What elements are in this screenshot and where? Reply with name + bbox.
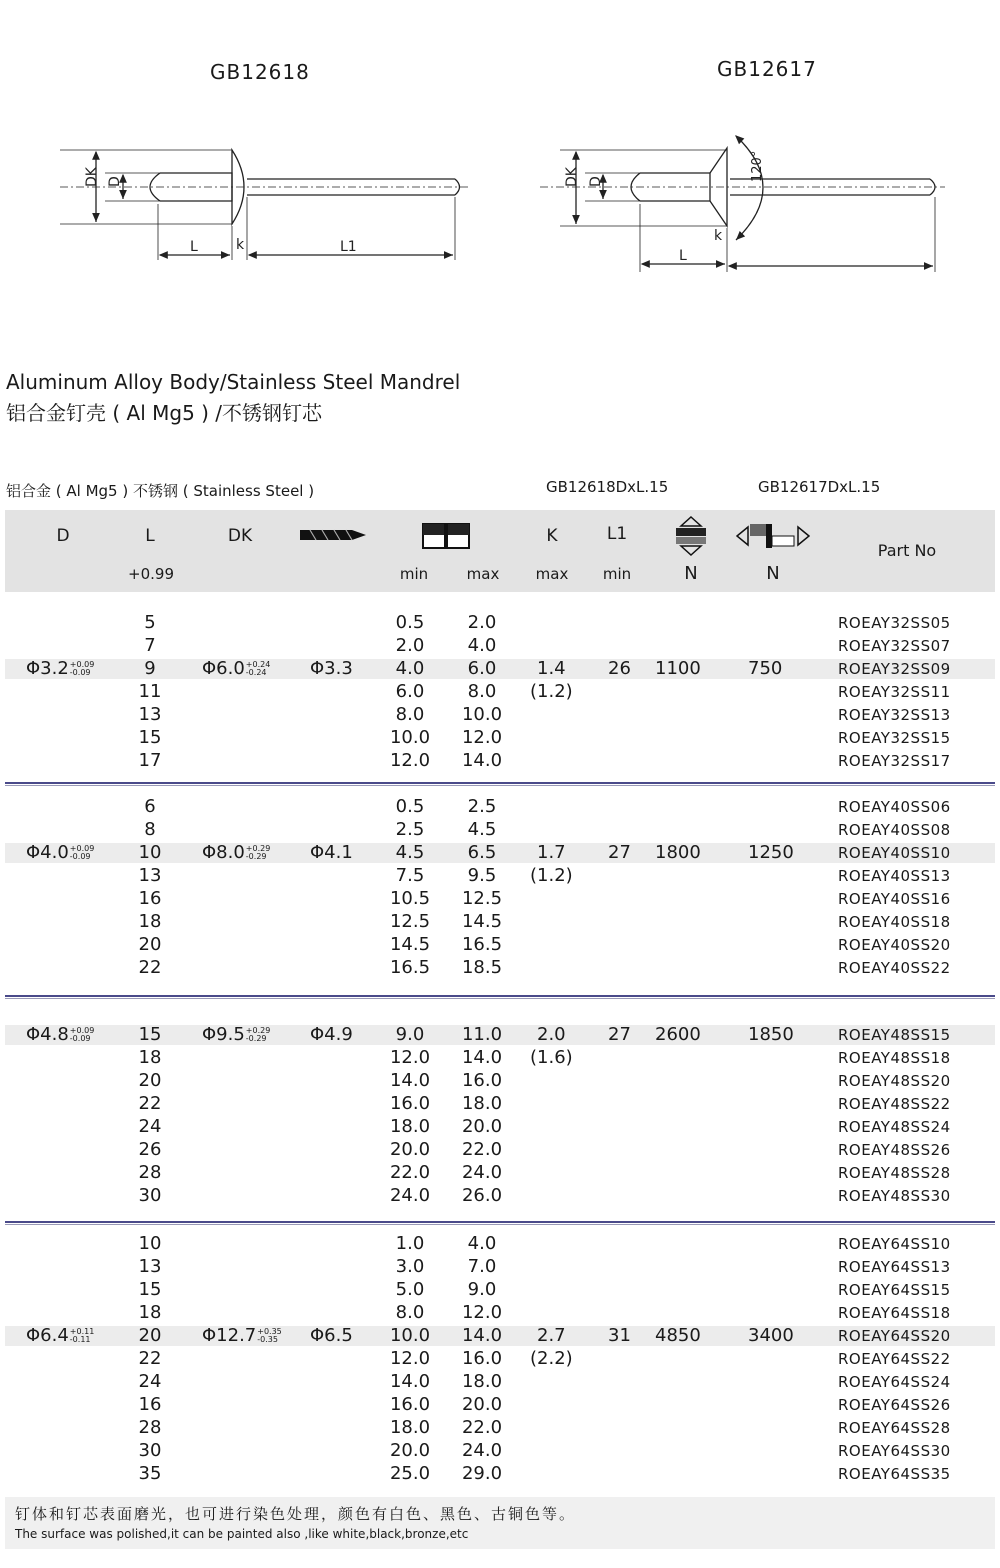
cell-part-no: ROEAY48SS18: [838, 1049, 951, 1067]
cell-grip-min: 14.0: [389, 1070, 431, 1091]
cell-l: 28: [138, 1162, 162, 1183]
cell-grip-min: 10.5: [389, 888, 431, 909]
cell-grip-min: 0.5: [395, 612, 425, 633]
cell-l: 5: [144, 612, 156, 633]
cell-part-no: ROEAY48SS24: [838, 1118, 951, 1136]
label-d-left: D: [107, 176, 123, 187]
cell-d: [26, 658, 94, 679]
cell-shear: 2600: [655, 1024, 701, 1045]
cell-grip-max: 16.0: [461, 1070, 503, 1091]
spec-gb12617: GB12617DxL.15: [758, 478, 881, 496]
cell-l: 13: [138, 1256, 162, 1277]
cell-grip-max: 16.0: [461, 1348, 503, 1369]
cell-grip-min: 16.0: [389, 1093, 431, 1114]
cell-grip-max: 29.0: [461, 1463, 503, 1484]
cell-tensile: 750: [748, 658, 783, 679]
col-l-sub: +0.99: [128, 565, 174, 583]
cell-l: 15: [138, 1024, 162, 1045]
cell-l: 16: [138, 888, 162, 909]
grip-range-icon: [422, 523, 470, 549]
cell-k: 1.7: [537, 842, 566, 863]
cell-l: 9: [144, 658, 156, 679]
cell-grip-max: 18.0: [461, 1371, 503, 1392]
cell-k-alt: (1.6): [530, 1047, 573, 1068]
cell-grip-max: 24.0: [461, 1162, 503, 1183]
cell-grip-max: 2.5: [467, 796, 497, 817]
cell-d: [26, 1325, 94, 1346]
cell-l: 20: [138, 1070, 162, 1091]
cell-grip-max: 4.0: [467, 635, 497, 656]
cell-grip-max: 22.0: [461, 1139, 503, 1160]
cell-grip-max: 14.0: [461, 750, 503, 771]
cell-l: 10: [138, 1233, 162, 1254]
cell-grip-min: 3.0: [395, 1256, 425, 1277]
label-d-right: D: [588, 176, 604, 187]
label-l1-left: L1: [340, 239, 357, 255]
cell-k-alt: (1.2): [530, 865, 573, 886]
cell-grip-min: 24.0: [389, 1185, 431, 1206]
cell-drill: Φ3.3: [310, 658, 353, 679]
cell-grip-max: 22.0: [461, 1417, 503, 1438]
cell-l: 7: [144, 635, 156, 656]
title-en: Aluminum Alloy Body/Stainless Steel Mandrel: [6, 370, 461, 394]
label-dk-right: DK: [564, 167, 580, 187]
cell-part-no: ROEAY64SS13: [838, 1258, 951, 1276]
cell-l: 11: [138, 681, 162, 702]
cell-part-no: ROEAY32SS15: [838, 729, 951, 747]
label-l-right: L: [679, 248, 687, 264]
cell-part-no: ROEAY48SS15: [838, 1026, 951, 1044]
cell-l: 35: [138, 1463, 162, 1484]
cell-grip-max: 10.0: [461, 704, 503, 725]
cell-dk-tolerance: +0.29 -0.29: [245, 1026, 271, 1043]
cell-grip-min: 12.0: [389, 1348, 431, 1369]
cell-d-tolerance: +0.11 -0.11: [69, 1327, 95, 1344]
label-k-left: k: [236, 237, 245, 253]
cell-l: 8: [144, 819, 156, 840]
cell-shear: 1100: [655, 658, 701, 679]
cell-tensile: 1850: [748, 1024, 794, 1045]
cell-shear: 4850: [655, 1325, 701, 1346]
cell-part-no: ROEAY48SS22: [838, 1095, 951, 1113]
cell-part-no: ROEAY64SS35: [838, 1465, 951, 1483]
label-angle: 120°: [750, 150, 765, 182]
cell-grip-min: 14.5: [389, 934, 431, 955]
col-l1: L1: [606, 524, 628, 544]
cell-l: 18: [138, 1047, 162, 1068]
shear-strength-icon: [674, 516, 708, 556]
cell-drill: Φ4.1: [310, 842, 353, 863]
drill-icon: [300, 528, 368, 542]
cell-grip-max: 18.5: [461, 957, 503, 978]
tensile-strength-icon: [736, 520, 810, 552]
cell-grip-min: 10.0: [389, 1325, 431, 1346]
group-separator: [5, 782, 995, 786]
cell-grip-max: 7.0: [467, 1256, 497, 1277]
cell-d-tolerance: +0.09 -0.09: [69, 844, 95, 861]
cell-grip-min: 10.0: [389, 727, 431, 748]
cell-drill: Φ6.5: [310, 1325, 353, 1346]
group-separator: [5, 1221, 995, 1225]
col-tensile: N: [766, 563, 780, 584]
cell-grip-min: 25.0: [389, 1463, 431, 1484]
cell-d-value: Φ3.2: [26, 658, 69, 679]
cell-grip-min: 12.0: [389, 750, 431, 771]
cell-part-no: ROEAY32SS13: [838, 706, 951, 724]
cell-grip-max: 6.0: [467, 658, 497, 679]
footer-en: The surface was polished,it can be painted also ,like white,black,bronze,etc: [15, 1527, 469, 1541]
cell-dk: [202, 658, 270, 679]
cell-grip-max: 12.0: [461, 1302, 503, 1323]
cell-part-no: ROEAY32SS11: [838, 683, 951, 701]
cell-grip-min: 20.0: [389, 1440, 431, 1461]
cell-part-no: ROEAY48SS30: [838, 1187, 951, 1205]
cell-l: 22: [138, 1348, 162, 1369]
cell-d-value: Φ6.4: [26, 1325, 69, 1346]
cell-l: 18: [138, 1302, 162, 1323]
cell-dk-value: Φ8.0: [202, 842, 245, 863]
cell-l: 28: [138, 1417, 162, 1438]
col-k: K: [546, 526, 558, 546]
cell-grip-min: 12.0: [389, 1047, 431, 1068]
cell-part-no: ROEAY48SS28: [838, 1164, 951, 1182]
cell-grip-max: 14.0: [461, 1325, 503, 1346]
cell-l: 15: [138, 1279, 162, 1300]
cell-dk: [202, 1024, 270, 1045]
cell-grip-min: 14.0: [389, 1371, 431, 1392]
cell-l: 22: [138, 957, 162, 978]
cell-dk-tolerance: +0.35 -0.35: [257, 1327, 282, 1344]
cell-d: [26, 1024, 94, 1045]
standard-gb12618: GB12618: [210, 60, 310, 84]
cell-grip-min: 20.0: [389, 1139, 431, 1160]
cell-grip-min: 9.0: [395, 1024, 425, 1045]
cell-part-no: ROEAY40SS18: [838, 913, 951, 931]
cell-grip-max: 9.5: [467, 865, 497, 886]
cell-grip-max: 18.0: [461, 1093, 503, 1114]
cell-k: 2.0: [537, 1024, 566, 1045]
cell-shear: 1800: [655, 842, 701, 863]
cell-part-no: ROEAY48SS26: [838, 1141, 951, 1159]
material-label: 铝合金 ( Al Mg5 ) 不锈钢 ( Stainless Steel ): [6, 482, 315, 500]
col-dk: DK: [227, 526, 253, 546]
cell-part-no: ROEAY40SS20: [838, 936, 951, 954]
cell-l: 24: [138, 1371, 162, 1392]
label-l-left: L: [190, 239, 198, 255]
cell-grip-max: 16.5: [461, 934, 503, 955]
cell-dk-tolerance: +0.24 -0.24: [245, 660, 271, 677]
cell-grip-min: 2.0: [395, 635, 425, 656]
cell-grip-min: 4.0: [395, 658, 425, 679]
cell-grip-max: 14.0: [461, 1047, 503, 1068]
cell-part-no: ROEAY48SS20: [838, 1072, 951, 1090]
cell-l1: 31: [608, 1325, 631, 1346]
col-k-sub: max: [535, 565, 569, 583]
col-d: D: [56, 526, 70, 546]
cell-part-no: ROEAY64SS28: [838, 1419, 951, 1437]
cell-tensile: 1250: [748, 842, 794, 863]
cell-part-no: ROEAY64SS30: [838, 1442, 951, 1460]
cell-part-no: ROEAY64SS18: [838, 1304, 951, 1322]
cell-grip-max: 4.5: [467, 819, 497, 840]
col-l1-sub: min: [602, 565, 632, 583]
cell-grip-min: 1.0: [395, 1233, 425, 1254]
cell-grip-min: 12.5: [389, 911, 431, 932]
table-header: [5, 510, 995, 592]
cell-part-no: ROEAY64SS20: [838, 1327, 951, 1345]
col-max: max: [466, 565, 500, 583]
cell-grip-min: 8.0: [395, 1302, 425, 1323]
cell-l: 17: [138, 750, 162, 771]
cell-k: 1.4: [537, 658, 566, 679]
cell-l: 24: [138, 1116, 162, 1137]
cell-part-no: ROEAY32SS17: [838, 752, 951, 770]
cell-l: 15: [138, 727, 162, 748]
label-k-right: k: [714, 228, 723, 244]
cell-grip-min: 0.5: [395, 796, 425, 817]
col-l: L: [145, 526, 155, 546]
cell-part-no: ROEAY32SS07: [838, 637, 951, 655]
cell-l: 30: [138, 1185, 162, 1206]
cell-l: 26: [138, 1139, 162, 1160]
cell-d-tolerance: +0.09 -0.09: [69, 1026, 95, 1043]
cell-part-no: ROEAY40SS16: [838, 890, 951, 908]
cell-grip-min: 16.0: [389, 1394, 431, 1415]
footer-note: [5, 1497, 995, 1549]
cell-grip-max: 4.0: [467, 1233, 497, 1254]
standard-gb12617: GB12617: [717, 57, 817, 81]
cell-l: 13: [138, 865, 162, 886]
rivet-diagrams: [0, 100, 1000, 290]
countersunk-rivet-drawing: [540, 136, 945, 272]
cell-part-no: ROEAY64SS26: [838, 1396, 951, 1414]
cell-grip-min: 22.0: [389, 1162, 431, 1183]
cell-part-no: ROEAY64SS15: [838, 1281, 951, 1299]
cell-d: [26, 842, 94, 863]
dome-head-rivet-drawing: [60, 150, 470, 260]
cell-d-value: Φ4.8: [26, 1024, 69, 1045]
cell-grip-min: 7.5: [395, 865, 425, 886]
cell-part-no: ROEAY32SS09: [838, 660, 951, 678]
cell-k: 2.7: [537, 1325, 566, 1346]
cell-grip-max: 2.0: [467, 612, 497, 633]
footer-zh: 钉体和钉芯表面磨光，也可进行染色处理，颜色有白色、黑色、古铜色等。: [15, 1505, 577, 1523]
cell-grip-min: 4.5: [395, 842, 425, 863]
cell-grip-max: 12.5: [461, 888, 503, 909]
title-zh: 铝合金钉壳 ( Al Mg5 ) /不锈钢钉芯: [6, 401, 323, 425]
cell-dk-tolerance: +0.29 -0.29: [245, 844, 271, 861]
cell-grip-min: 5.0: [395, 1279, 425, 1300]
col-min: min: [399, 565, 429, 583]
cell-l: 20: [138, 934, 162, 955]
cell-l: 16: [138, 1394, 162, 1415]
cell-l: 6: [144, 796, 156, 817]
cell-grip-min: 2.5: [395, 819, 425, 840]
cell-part-no: ROEAY40SS22: [838, 959, 951, 977]
cell-drill: Φ4.9: [310, 1024, 353, 1045]
cell-l1: 26: [608, 658, 631, 679]
cell-grip-max: 20.0: [461, 1394, 503, 1415]
cell-l1: 27: [608, 1024, 631, 1045]
cell-l: 30: [138, 1440, 162, 1461]
cell-dk: [202, 842, 270, 863]
cell-dk: [202, 1325, 282, 1346]
cell-grip-min: 18.0: [389, 1116, 431, 1137]
cell-part-no: ROEAY64SS22: [838, 1350, 951, 1368]
cell-grip-max: 11.0: [461, 1024, 503, 1045]
cell-dk-value: Φ9.5: [202, 1024, 245, 1045]
cell-grip-max: 9.0: [467, 1279, 497, 1300]
cell-part-no: ROEAY40SS08: [838, 821, 951, 839]
cell-part-no: ROEAY64SS10: [838, 1235, 951, 1253]
col-part-no: Part No: [877, 541, 937, 560]
cell-grip-max: 24.0: [461, 1440, 503, 1461]
cell-k-alt: (2.2): [530, 1348, 573, 1369]
cell-grip-min: 6.0: [395, 681, 425, 702]
cell-part-no: ROEAY32SS05: [838, 614, 951, 632]
cell-grip-max: 8.0: [467, 681, 497, 702]
cell-grip-max: 20.0: [461, 1116, 503, 1137]
cell-part-no: ROEAY40SS06: [838, 798, 951, 816]
cell-l1: 27: [608, 842, 631, 863]
cell-grip-max: 6.5: [467, 842, 497, 863]
cell-d-value: Φ4.0: [26, 842, 69, 863]
cell-tensile: 3400: [748, 1325, 794, 1346]
spec-gb12618: GB12618DxL.15: [546, 478, 669, 496]
cell-k-alt: (1.2): [530, 681, 573, 702]
cell-d-tolerance: +0.09 -0.09: [69, 660, 95, 677]
cell-dk-value: Φ12.7: [202, 1325, 257, 1346]
cell-grip-min: 8.0: [395, 704, 425, 725]
cell-grip-min: 16.5: [389, 957, 431, 978]
col-shear: N: [684, 563, 698, 584]
cell-part-no: ROEAY40SS10: [838, 844, 951, 862]
cell-l: 20: [138, 1325, 162, 1346]
cell-grip-min: 18.0: [389, 1417, 431, 1438]
cell-grip-max: 14.5: [461, 911, 503, 932]
cell-grip-max: 26.0: [461, 1185, 503, 1206]
cell-l: 18: [138, 911, 162, 932]
label-dk-left: DK: [84, 167, 100, 187]
cell-grip-max: 12.0: [461, 727, 503, 748]
cell-part-no: ROEAY64SS24: [838, 1373, 951, 1391]
cell-dk-value: Φ6.0: [202, 658, 245, 679]
group-separator: [5, 995, 995, 999]
cell-l: 13: [138, 704, 162, 725]
cell-l: 10: [138, 842, 162, 863]
cell-l: 22: [138, 1093, 162, 1114]
cell-part-no: ROEAY40SS13: [838, 867, 951, 885]
